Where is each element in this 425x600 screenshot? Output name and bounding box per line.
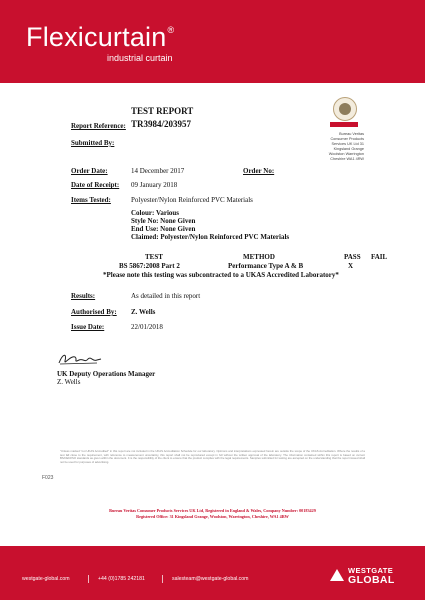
- results-label: Results:: [71, 292, 96, 300]
- pass-cell: X: [348, 262, 354, 270]
- order-date-value: 14 December 2017: [131, 167, 185, 175]
- westgate-footer: [0, 546, 425, 600]
- signatory-role: UK Deputy Operations Manager: [57, 370, 156, 378]
- colour-line: Colour: Various: [131, 209, 180, 217]
- website-link[interactable]: westgate-global.com: [22, 576, 70, 582]
- issue-date-label: Issue Date:: [71, 323, 105, 331]
- submitted-by-label: Submitted By:: [71, 139, 115, 147]
- order-no-label: Order No:: [243, 167, 275, 175]
- footer-divider: [162, 575, 163, 583]
- ukas-note: *Please note this testing was subcontracted to a UKAS Accredited Laboratory*: [103, 271, 339, 279]
- bureau-veritas-band: [330, 122, 358, 127]
- document-code: F023: [42, 475, 54, 481]
- brand-header: [0, 0, 425, 83]
- date-of-receipt-value: 09 January 2018: [131, 181, 178, 189]
- westgate-logo-top: WESTGATE: [348, 566, 394, 575]
- bureau-veritas-footer: [60, 508, 365, 519]
- authorised-by-value: Z. Wells: [131, 308, 156, 316]
- footer-divider: [88, 575, 89, 583]
- phone-number[interactable]: +44 (0)1785 242181: [98, 576, 145, 582]
- date-of-receipt-label: Date of Receipt:: [71, 181, 120, 189]
- email-link[interactable]: salesteam@westgate-global.com: [172, 576, 249, 582]
- registered-mark: ®: [167, 25, 175, 35]
- method-cell: Performance Type A & B: [228, 262, 304, 270]
- westgate-logo-bottom: GLOBAL: [348, 574, 395, 586]
- brand-name: Flexicurtain: [26, 22, 167, 52]
- brand-tagline: industrial curtain: [107, 53, 173, 63]
- authorised-by-label: Authorised By:: [71, 308, 117, 316]
- issue-date-value: 22/01/2018: [131, 323, 163, 331]
- items-tested-label: Items Tested:: [71, 196, 111, 204]
- report-reference-value: TR3984/203957: [131, 119, 192, 129]
- column-header-fail: FAIL: [371, 253, 388, 261]
- disclaimer-text: "Unless marked "not UKAS Accredited" in this report are not included in the UKAS Accreditation Schedule for our laboratory. Opinions and interpretations expressed herein are outside the scope of the UKAS Accreditation. Where the results of a test fall close to the requirement, with reference to measurement uncertainty, this report shall not be reproduced except in full without the written approval of the laboratory. The information contained within this report is based on current BS/CEN/ISO standards as given within the document. It is the responsibility of the client to ensure that the product complies with the legal requirements. Samples submitted for testing are accepted on the understanding that the report issued shall not be used for purposes of advertising.: [60, 449, 365, 464]
- column-header-method: METHOD: [243, 253, 275, 261]
- report-reference-label: Report Reference:: [71, 122, 126, 130]
- claimed-line: Claimed: Polyester/Nylon Reinforced PVC Materials: [131, 233, 290, 241]
- end-use-line: End Use: None Given: [131, 225, 196, 233]
- signatory-name: Z. Wells: [57, 378, 81, 386]
- style-no-line: Style No: None Given: [131, 217, 196, 225]
- flexicurtain-logo: [26, 22, 174, 53]
- order-date-label: Order Date:: [71, 167, 108, 175]
- bv-footer-line-1: Bureau Veritas Consumer Products Services UK Ltd, Registered in England & Wales, Company Number: 00183429: [109, 508, 316, 513]
- westgate-logo-icon: [330, 569, 344, 581]
- column-header-pass: PASS: [344, 253, 361, 261]
- report-title: TEST REPORT: [131, 106, 194, 116]
- bureau-veritas-address: Bureau Veritas Consumer Products Services UK Ltd 31 Kingsland Grange Woolston Warrington Cheshire WA1 4RW: [328, 132, 364, 161]
- column-header-test: TEST: [145, 253, 163, 261]
- results-value: As detailed in this report: [131, 292, 201, 300]
- test-cell: BS 5867:2008 Part 2: [119, 262, 180, 270]
- bureau-veritas-seal-icon: [333, 97, 357, 121]
- handwritten-signature: [57, 351, 103, 367]
- bv-footer-line-2: Registered Office: 31 Kingsland Grange, Woolston, Warrington, Cheshire, WA1 4RW: [136, 513, 289, 519]
- test-report-page: [0, 83, 425, 546]
- items-tested-value: Polyester/Nylon Reinforced PVC Materials: [131, 196, 253, 204]
